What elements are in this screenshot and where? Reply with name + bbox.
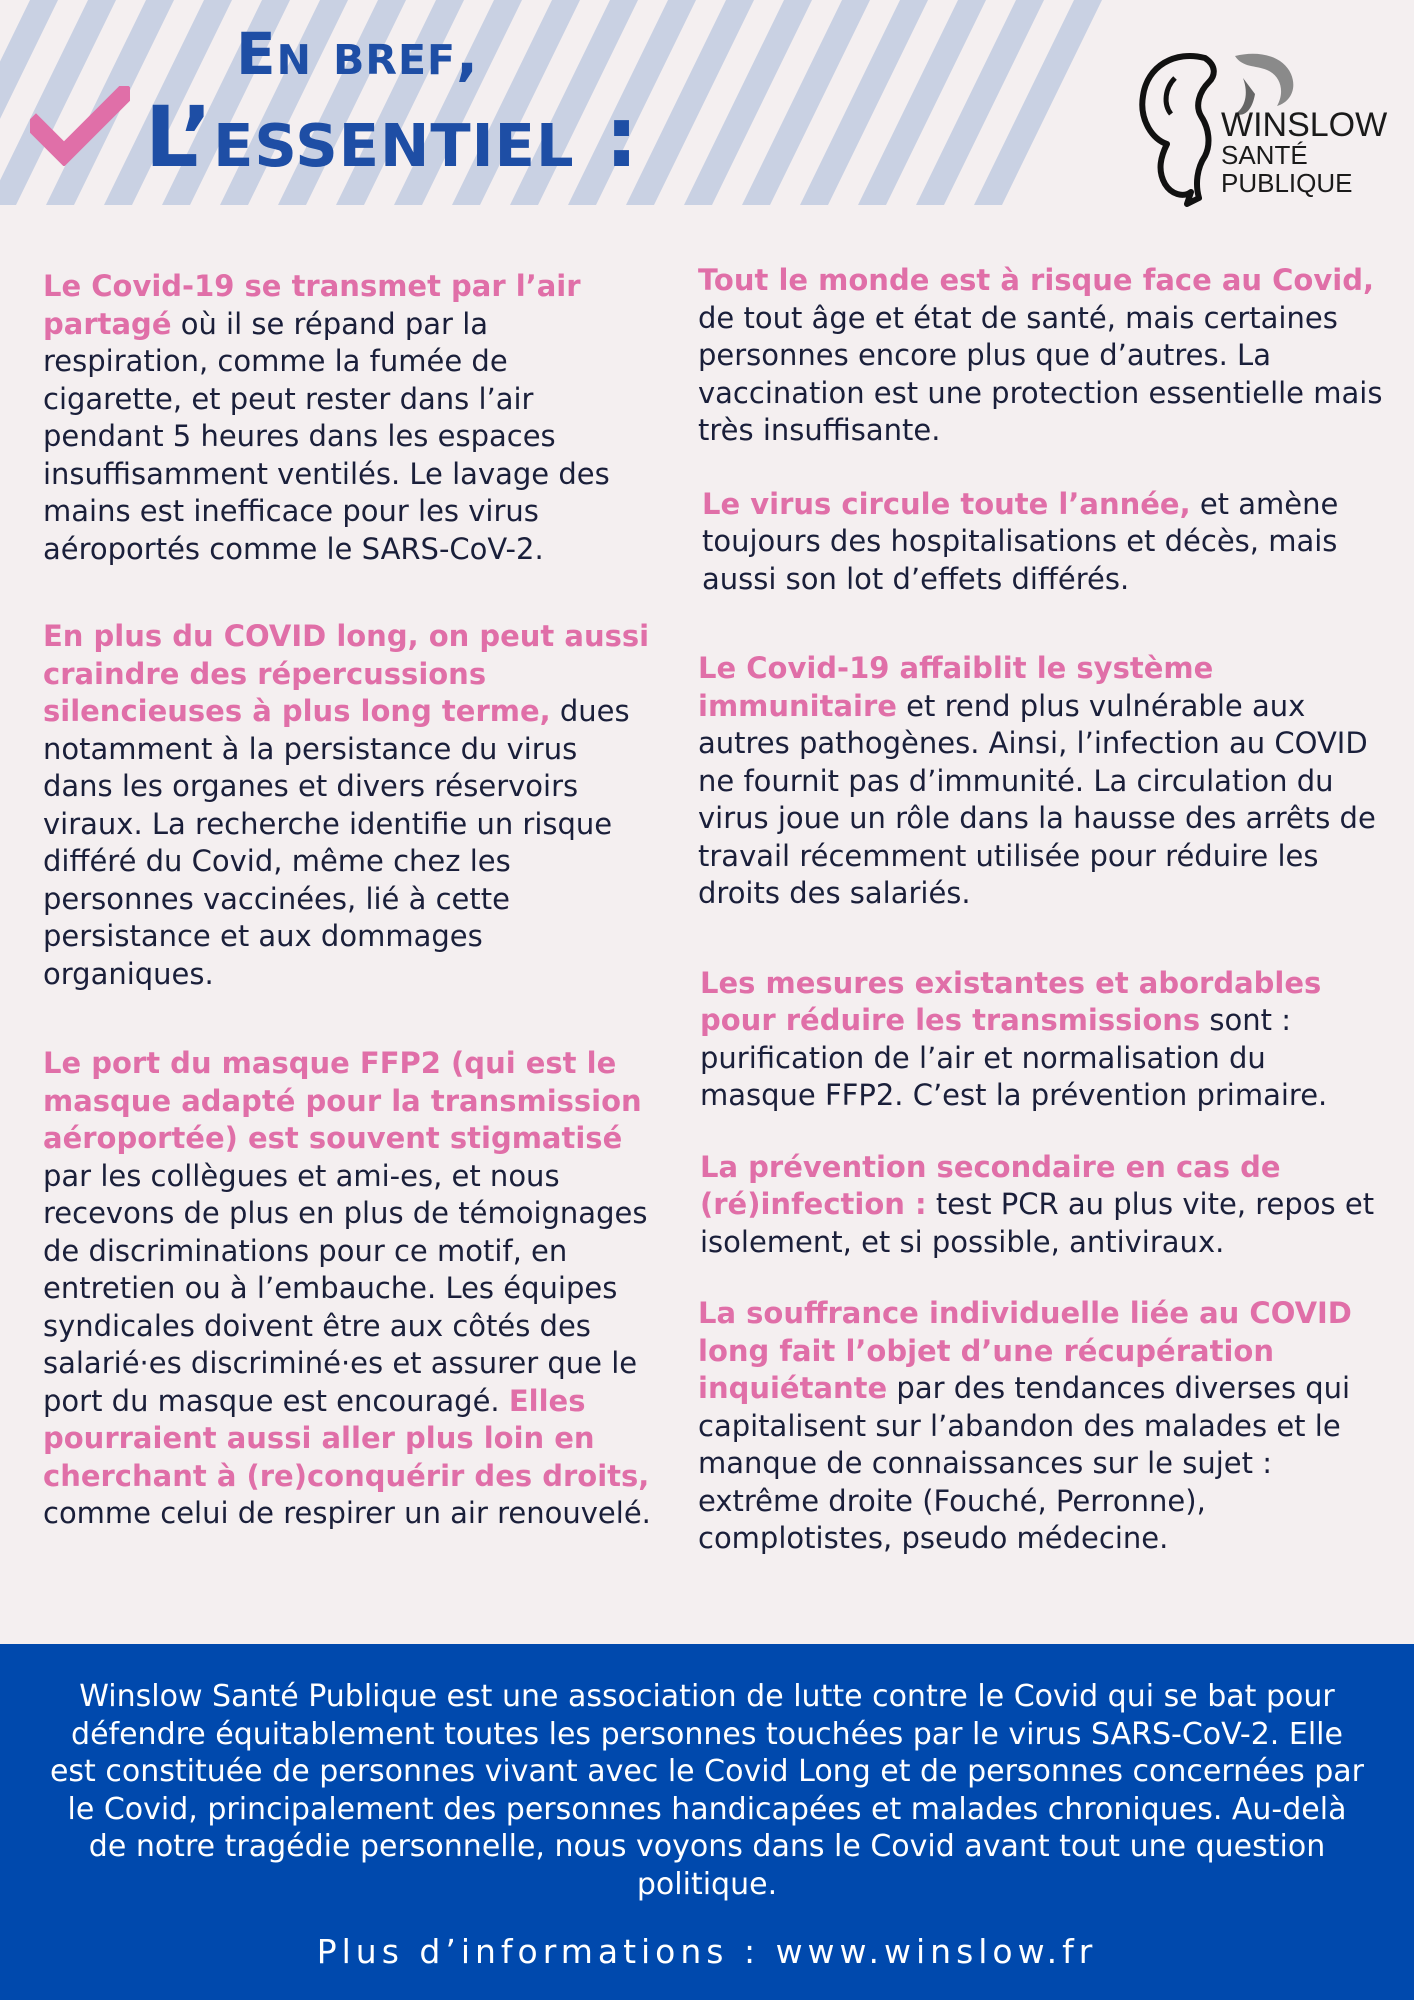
paragraph-highlight: La souffrance individuelle liée au COVID long fait l’objet d’une récupération inquiétante: [698, 1296, 1352, 1405]
paragraph-highlight: Le port du masque FFP2 (qui est le masque adapté pour la transmission aéroportée) est souvent stigmatisé: [43, 1046, 642, 1155]
paragraph-highlight: Le Covid-19 se transmet par l’air partagé: [43, 269, 581, 341]
footer-description: Winslow Santé Publique est une association de lutte contre le Covid qui se bat pour défendre équitablement toutes les personnes touchées par le virus SARS-CoV-2. Elle est constituée de personnes vivant avec le Covid Long et de personnes concernées par le Covid, principalement des personnes handicapées et malades chroniques. Au-delà de notre tragédie personnelle, nous voyons dans le Covid avant tout une question politique.: [49, 1679, 1365, 1902]
paragraph-highlight: En plus du COVID long, on peut aussi craindre des répercussions silencieuses à plus long terme,: [43, 619, 650, 728]
logo-text-winslow: WINSLOW: [1221, 106, 1388, 144]
footer-more-info-link[interactable]: Plus d’informations : www.winslow.fr: [316, 1932, 1098, 1971]
paragraph-text: et amène toujours des hospitalisations et décès, mais aussi son lot d’effets différés.: [702, 486, 1339, 596]
paragraph-text: dues notamment à la persistance du virus dans les organes et divers réservoirs viraux. La recherche identifie un risque différé du Covid, même chez les personnes vaccinées, lié à cette persistance et aux dommages organiques.: [43, 694, 630, 991]
paragraph-text: de tout âge et état de santé, mais certaines personnes encore plus que d’autres. La vaccination est une protection essentielle mais très insuffisante.: [698, 300, 1383, 447]
paragraph-immunitaire: [698, 650, 1388, 913]
paragraph-transmission: [43, 268, 655, 568]
paragraph-text: où il se répand par la respiration, comme la fumée de cigarette, et peut rester dans l’air pendant 5 heures dans les espaces insuffisamment ventilés. Le lavage des mains est inefficace pour les virus aéroportés comme le SARS-CoV-2.: [43, 306, 610, 566]
paragraph-prevention-secondaire: [700, 1149, 1388, 1262]
paragraph-highlight: Tout le monde est à risque face au Covid,: [698, 263, 1374, 297]
winslow-logo: [1135, 48, 1395, 208]
logo-text-publique: PUBLIQUE: [1221, 168, 1353, 198]
paragraph-text: par des tendances diverses qui capitalisent sur l’abandon des malades et le manque de connaissances sur le sujet : extrême droite (Fouché, Perronne), complotistes, pseudo médecine.: [698, 1371, 1351, 1555]
paragraph-masque-ffp2: [43, 1045, 655, 1533]
paragraph-covid-long: [43, 618, 655, 993]
footer-banner: [0, 1644, 1414, 2000]
right-column: [698, 262, 1388, 1558]
paragraph-text-2: comme celui de respirer un air renouvelé.: [43, 1496, 651, 1530]
paragraph-souffrance: [698, 1295, 1388, 1558]
title-en-bref: En bref,: [236, 20, 479, 88]
paragraph-text: par les collègues et ami-es, et nous recevons de plus en plus de témoignages de discriminations pour ce motif, en entretien ou à l’embauche. Les équipes syndicales doivent être aux côtés des salarié·es discriminé·es et assurer que le port du masque est encouragé.: [43, 1158, 648, 1418]
checkmark-icon: [30, 86, 130, 166]
paragraph-virus-circule: [702, 486, 1388, 599]
paragraph-highlight: Le Covid-19 affaiblit le système immunitaire: [698, 651, 1214, 723]
paragraph-highlight: Le virus circule toute l’année,: [702, 486, 1191, 521]
header-banner: [0, 0, 1414, 230]
title-essentiel: L’essentiel :: [145, 88, 640, 186]
paragraph-highlight: Les mesures existantes et abordables pour réduire les transmissions: [700, 965, 1322, 1037]
paragraph-highlight: La prévention secondaire en cas de (ré)infection :: [700, 1149, 1281, 1221]
paragraph-mesures: [700, 965, 1388, 1115]
paragraph-risque: [698, 262, 1388, 450]
paragraph-text: et rend plus vulnérable aux autres pathogènes. Ainsi, l’infection au COVID ne fournit pas d’immunité. La circulation du virus joue un rôle dans la hausse des arrêts de travail récemment utilisée pour réduire les droits des salariés.: [698, 688, 1376, 910]
paragraph-text: sont : purification de l’air et normalisation du masque FFP2. C’est la prévention primaire.: [700, 1003, 1328, 1112]
logo-text-sante: SANTÉ: [1221, 140, 1308, 170]
paragraph-highlight-2: Elles pourraient aussi aller plus loin en cherchant à (re)conquérir des droits,: [43, 1383, 650, 1493]
paragraph-text: test PCR au plus vite, repos et isolement, et si possible, antiviraux.: [700, 1187, 1375, 1259]
left-column: [43, 268, 655, 1533]
